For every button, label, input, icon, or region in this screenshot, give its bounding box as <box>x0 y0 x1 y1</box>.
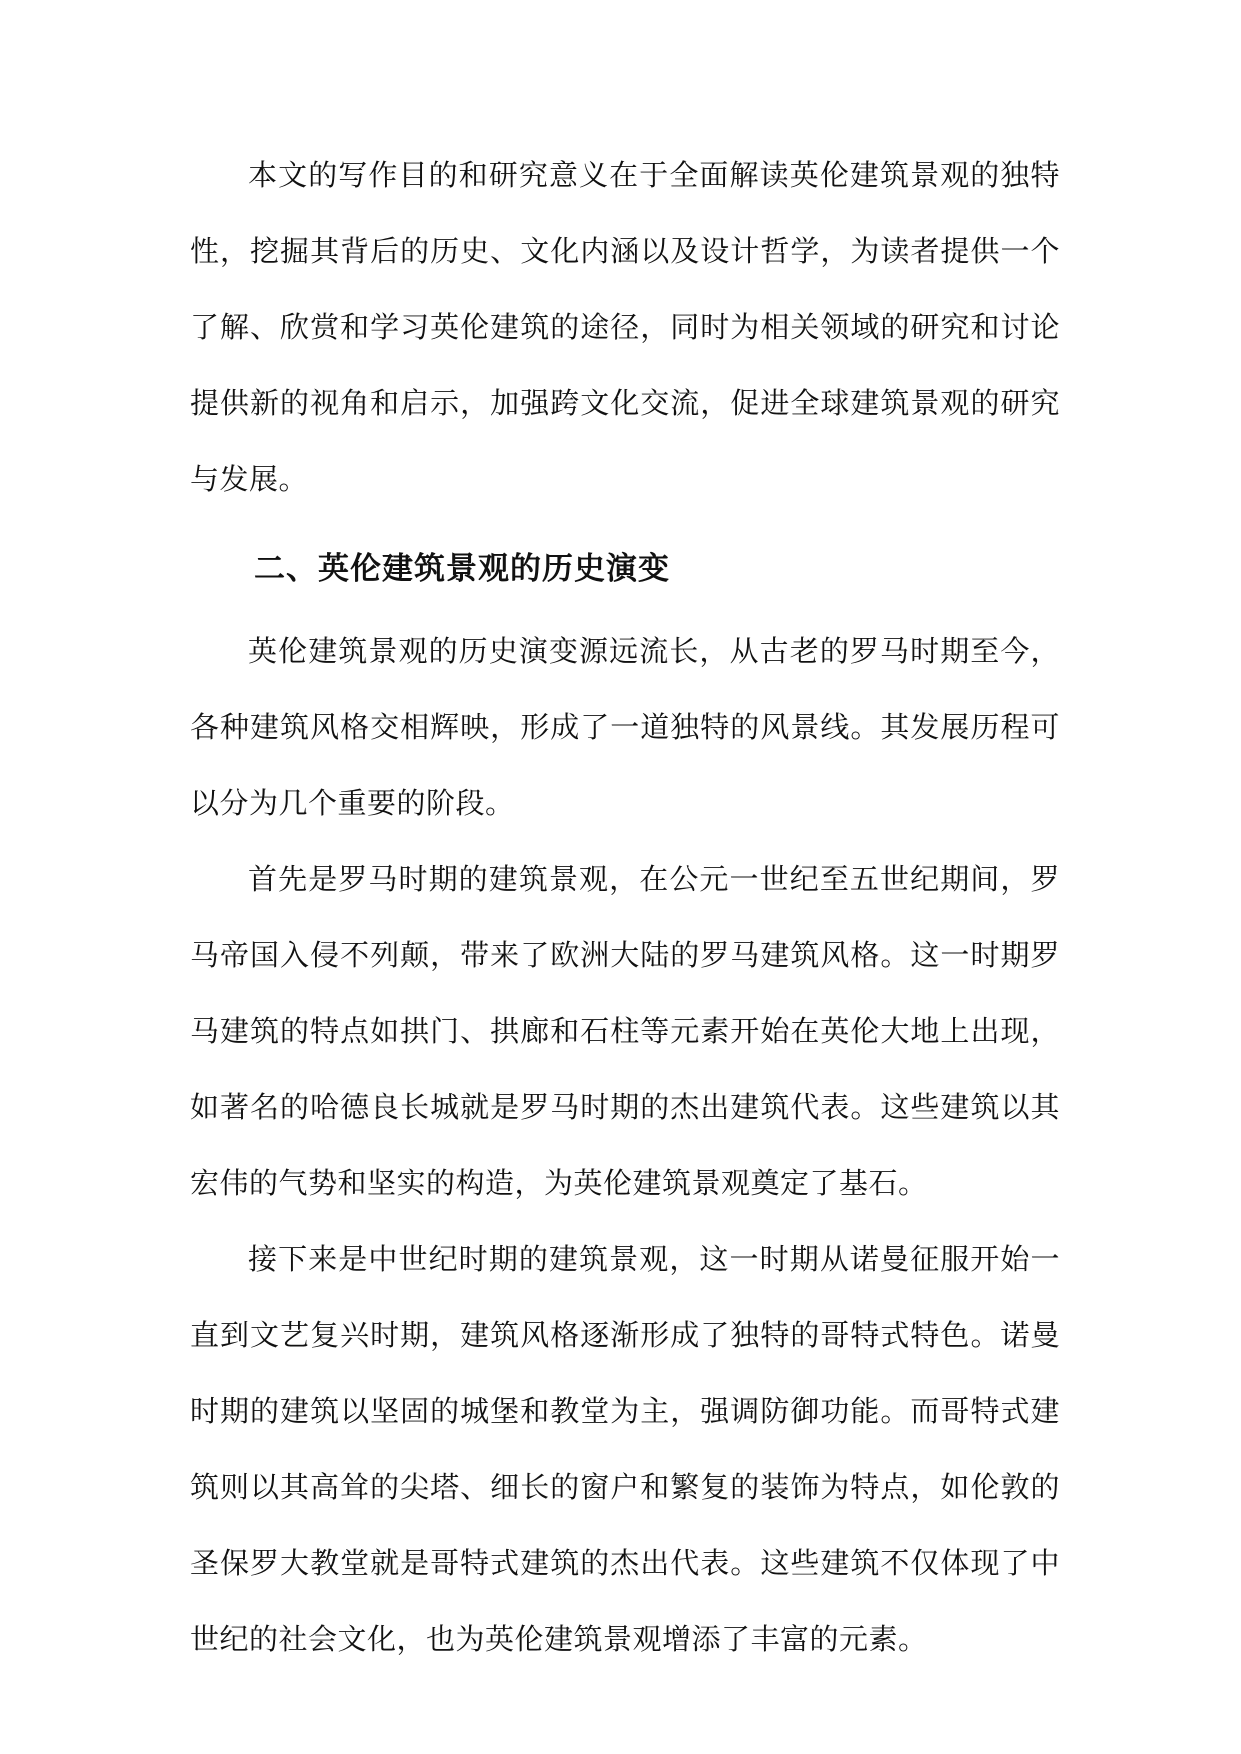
section-heading: 二、英伦建筑景观的历史演变 <box>254 551 670 587</box>
paragraph-roman: 首先是罗马时期的建筑景观，在公元一世纪至五世纪期间，罗马帝国入侵不列颠，带来了欧洲大陆的罗马建筑风格。这一时期罗马建筑的特点如拱门、拱廊和石柱等元素开始在英伦大地上出现，如著名的哈德良长城就是罗马时期的杰出建筑代表。这些建筑以其宏伟的气势和坚实的构造，为英伦建筑景观奠定了基石。 <box>190 862 1060 1200</box>
paragraph-medieval: 接下来是中世纪时期的建筑景观，这一时期从诺曼征服开始一直到文艺复兴时期，建筑风格逐渐形成了独特的哥特式特色。诺曼时期的建筑以坚固的城堡和教堂为主，强调防御功能。而哥特式建筑则以其高耸的尖塔、细长的窗户和繁复的装饰为特点，如伦敦的圣保罗大教堂就是哥特式建筑的杰出代表。这些建筑不仅体现了中世纪的社会文化，也为英伦建筑景观增添了丰富的元素。 <box>190 1242 1060 1656</box>
paragraph-overview: 英伦建筑景观的历史演变源远流长，从古老的罗马时期至今，各种建筑风格交相辉映，形成了一道独特的风景线。其发展历程可以分为几个重要的阶段。 <box>190 634 1060 820</box>
document-body <box>190 137 1060 1677</box>
paragraph-intro: 本文的写作目的和研究意义在于全面解读英伦建筑景观的独特性，挖掘其背后的历史、文化内涵以及设计哲学，为读者提供一个了解、欣赏和学习英伦建筑的途径，同时为相关领域的研究和讨论提供新的视角和启示，加强跨文化交流，促进全球建筑景观的研究与发展。 <box>190 158 1060 496</box>
